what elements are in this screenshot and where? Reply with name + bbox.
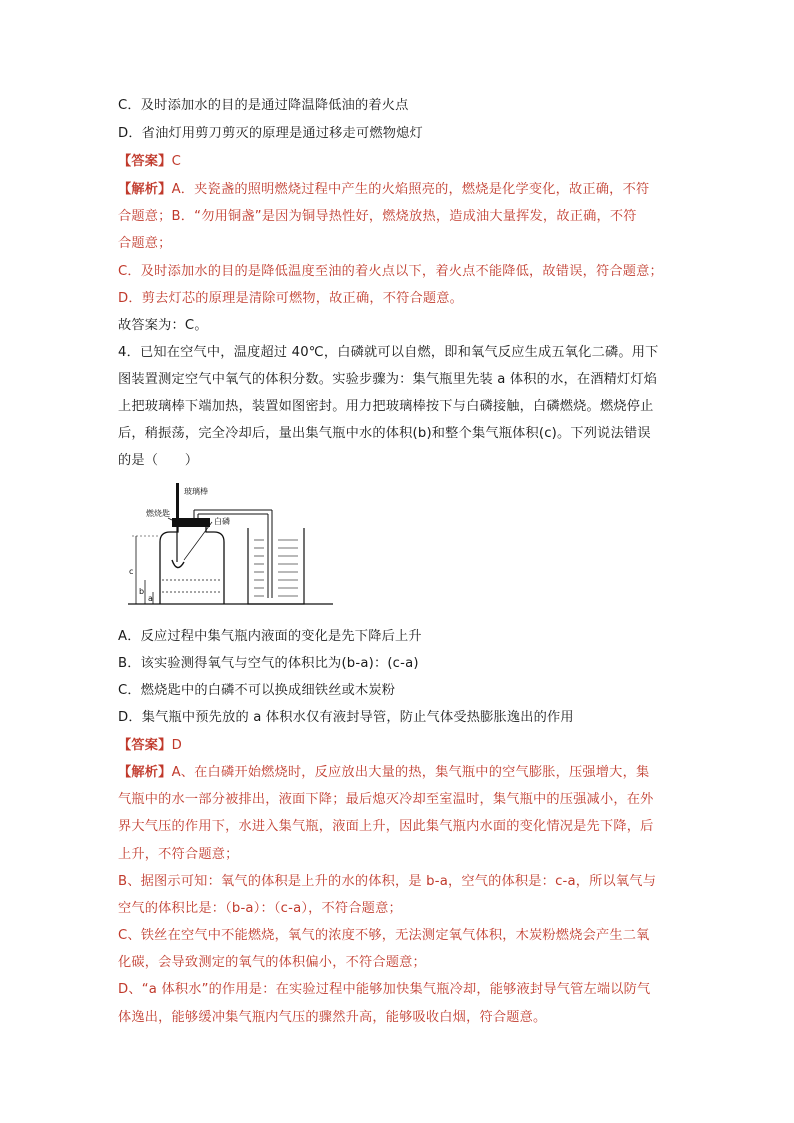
option-b: B．该实验测得氧气与空气的体积比为(b-a)：(c-a) — [118, 656, 419, 671]
analysis-1-line: D．剪去灯芯的原理是清除可燃物，故正确，不符合题意。 — [118, 291, 464, 306]
analysis-1-first — [118, 180, 649, 200]
analysis-tag: 【解析】 — [118, 765, 172, 780]
analysis-2-line: 气瓶中的水一部分被排出，液面下降；最后熄灭冷却至室温时，集气瓶中的压强减小，在外 — [118, 792, 654, 807]
beaker-water — [254, 540, 298, 596]
beaker — [248, 528, 304, 604]
label-b: b — [139, 587, 145, 596]
option-d-prev: D．省油灯用剪刀剪灭的原理是通过移走可燃物熄灯 — [118, 126, 423, 141]
spoon-label: 燃烧匙 — [146, 509, 170, 518]
question-4-line: 上把玻璃棒下端加热，装置如图密封。用力把玻璃棒按下与白磷接触，白磷燃烧。燃烧停止 — [118, 399, 654, 414]
analysis-2-line: B、据图示可知：氧气的体积是上升的水的体积，是 b-a，空气的体积是：c-a，所以氧气与 — [118, 874, 657, 889]
answer-tag: 【答案】 — [118, 154, 172, 169]
analysis-2-line: 化碳，会导致测定的氧气的体积偏小，不符合题意； — [118, 955, 426, 970]
analysis-2-first — [118, 763, 649, 783]
analysis-2-line: C、铁丝在空气中不能燃烧，氧气的浓度不够，无法测定氧气体积，木炭粉燃烧会产生二氧 — [118, 928, 650, 943]
apparatus-diagram — [128, 480, 338, 610]
option-a: A．反应过程中集气瓶内液面的变化是先下降后上升 — [118, 629, 422, 644]
option-c-prev: C．及时添加水的目的是通过降温降低油的着火点 — [118, 98, 409, 113]
question-4-line: 图装置测定空气中氧气的体积分数。实验步骤为：集气瓶里先装 a 体积的水，在酒精灯灯焰 — [118, 372, 658, 387]
analysis-tag: 【解析】 — [118, 182, 172, 197]
question-4-line: 后，稍振荡，完全冷却后，量出集气瓶中水的体积(b)和整个集气瓶体积(c)。下列说法错误 — [118, 426, 651, 441]
analysis-1-line: 合题意；B．“勿用铜盏”是因为铜导热性好，燃烧放热，造成油大量挥发，故正确，不符 — [118, 209, 637, 224]
glass-rod — [176, 483, 179, 523]
rod-label: 玻璃棒 — [184, 487, 208, 496]
option-c: C．燃烧匙中的白磷不可以换成细铁丝或木炭粉 — [118, 683, 396, 698]
analysis-text: A、在白磷开始燃烧时，反应放出大量的热，集气瓶中的空气膨胀，压强增大，集 — [171, 765, 650, 780]
analysis-2-line: 体逸出，能够缓冲集气瓶内气压的骤然升高，能够吸收白烟，符合题意。 — [118, 1010, 547, 1025]
question-4-line: 的是（ ） — [118, 453, 199, 468]
phosphorus-label: 白磷 — [214, 517, 230, 526]
question-4-line: 4．已知在空气中，温度超过 40℃，白磷就可以自燃，即和氧气反应生成五氧化二磷。用下 — [118, 345, 659, 360]
answer-2 — [118, 736, 182, 756]
analysis-1-conclusion: 故答案为：C。 — [118, 318, 208, 333]
answer-value: D — [171, 738, 182, 753]
analysis-1-line: 合题意； — [118, 236, 172, 251]
option-d: D．集气瓶中预先放的 a 体积水仅有液封导管，防止气体受热膨胀逸出的作用 — [118, 710, 574, 725]
analysis-2-line: D、“a 体积水”的作用是：在实验过程中能够加快集气瓶冷却，能够液封导气管左端以防气 — [118, 982, 651, 997]
label-c: c — [129, 567, 134, 576]
analysis-2-line: 界大气压的作用下，水进入集气瓶，液面上升，因此集气瓶内水面的变化情况是先下降，后 — [118, 819, 654, 834]
combustion-spoon — [172, 560, 184, 568]
analysis-1-line: C．及时添加水的目的是降低温度至油的着火点以下，着火点不能降低，故错误，符合题意； — [118, 264, 663, 279]
answer-1 — [118, 152, 181, 172]
analysis-text: A．夹瓷盏的照明燃烧过程中产生的火焰照亮的，燃烧是化学变化，故正确，不符 — [171, 182, 650, 197]
answer-tag: 【答案】 — [118, 738, 172, 753]
answer-value: C — [171, 154, 181, 169]
analysis-2-line: 上升，不符合题意； — [118, 847, 239, 862]
label-a: a — [148, 594, 153, 603]
analysis-2-line: 空气的体积比是：（b-a）：（c-a），不符合题意； — [118, 901, 402, 916]
